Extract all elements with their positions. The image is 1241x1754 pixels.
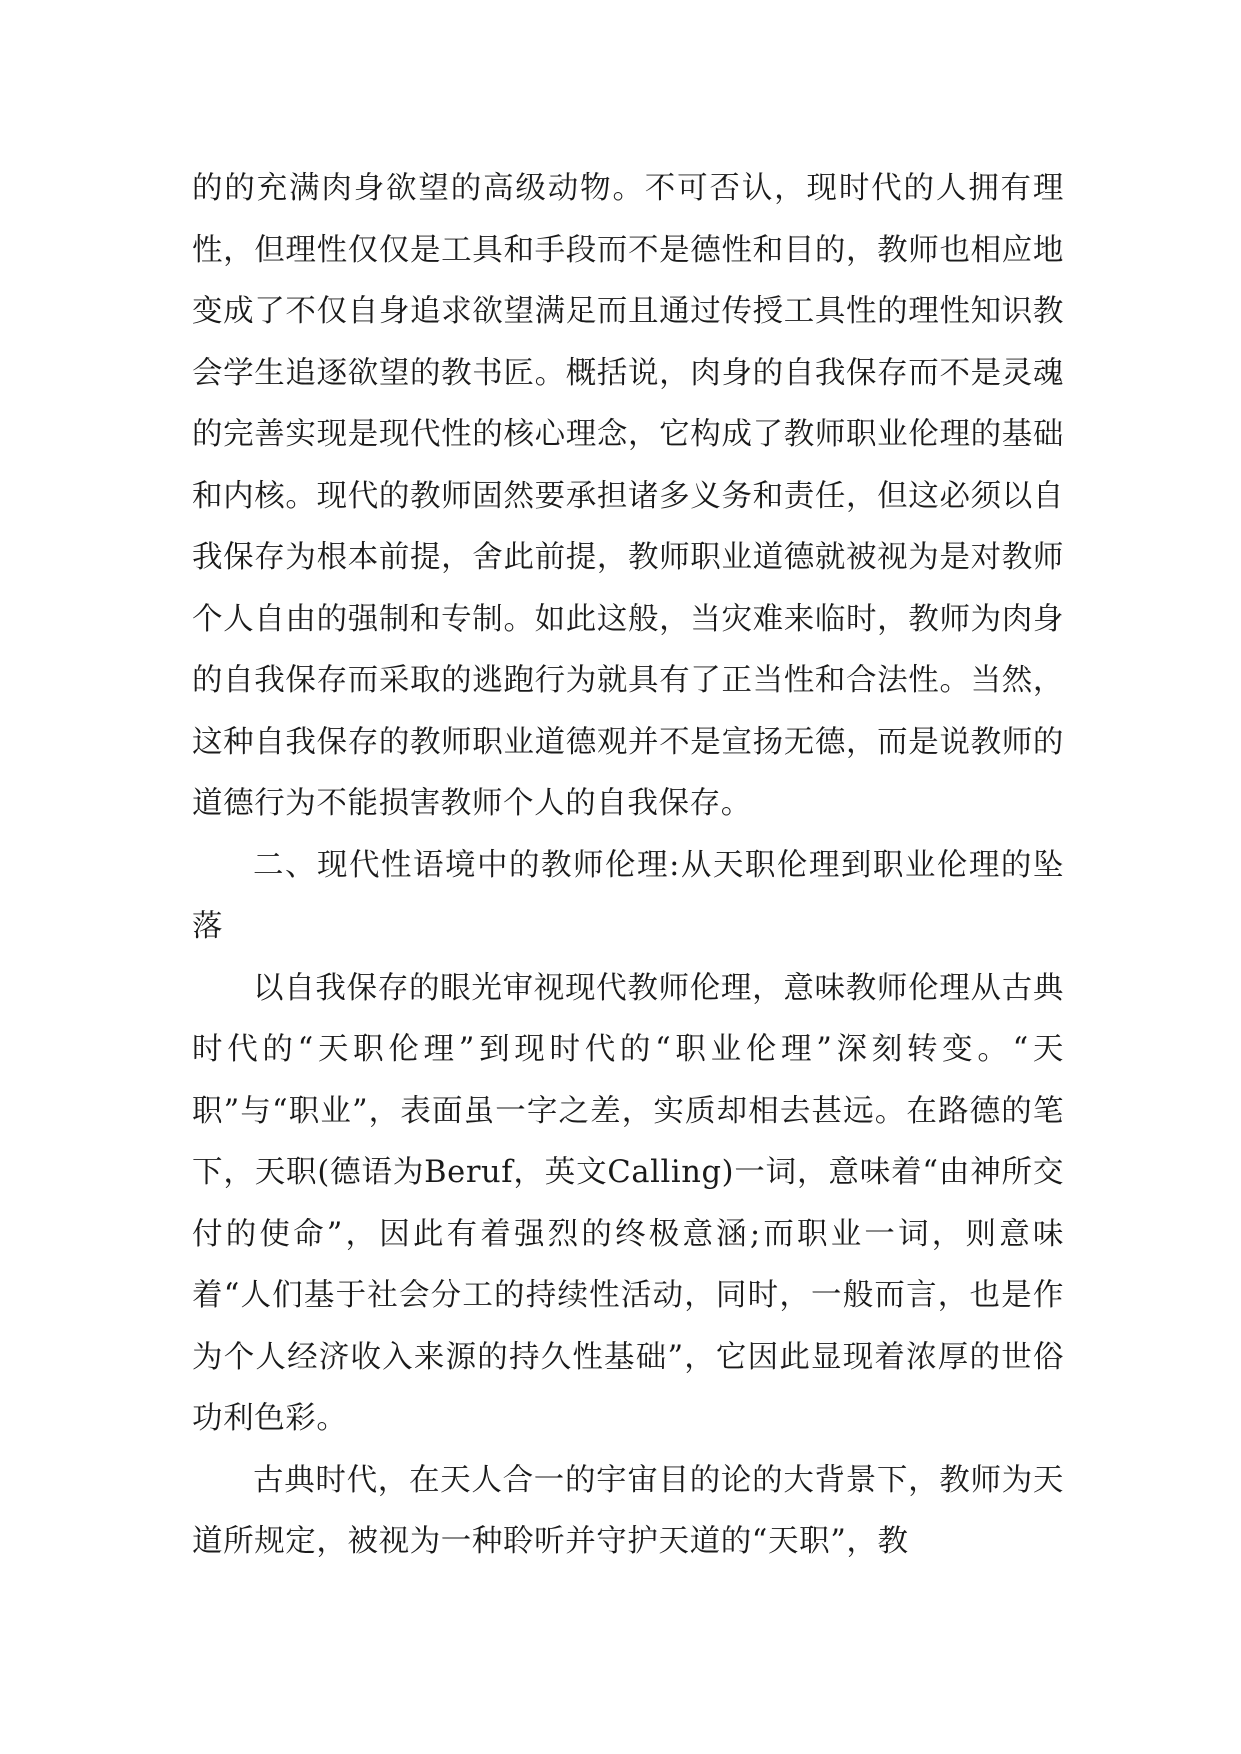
section-heading: 二、现代性语境中的教师伦理:从天职伦理到职业伦理的坠落 bbox=[192, 847, 1064, 944]
paragraph-classical-era: 古典时代，在天人合一的宇宙目的论的大背景下，教师为天道所规定，被视为一种聆听并守护天道的“天职”，教 bbox=[192, 1462, 1064, 1559]
document-body bbox=[192, 158, 1064, 1573]
paragraph-calling-vs-profession: 以自我保存的眼光审视现代教师伦理，意味教师伦理从古典时代的“天职伦理”到现时代的“职业伦理”深刻转变。“天职”与“职业”，表面虽一字之差，实质却相去甚远。在路德的笔下，天职(德语为Beruf，英文Calling)一词，意味着“由神所交付的使命”，因此有着强烈的终极意涵;而职业一词，则意味着“人们基于社会分工的持续性活动，同时，一般而言，也是作为个人经济收入来源的持久性基础”，它因此显现着浓厚的世俗功利色彩。 bbox=[192, 970, 1064, 1436]
paragraph-continued: 的的充满肉身欲望的高级动物。不可否认，现时代的人拥有理性，但理性仅仅是工具和手段而不是德性和目的，教师也相应地变成了不仅自身追求欲望满足而且通过传授工具性的理性知识教会学生追逐欲望的教书匠。概括说，肉身的自我保存而不是灵魂的完善实现是现代性的核心理念，它构成了教师职业伦理的基础和内核。现代的教师固然要承担诸多义务和责任，但这必须以自我保存为根本前提，舍此前提，教师职业道德就被视为是对教师个人自由的强制和专制。如此这般，当灾难来临时，教师为肉身的自我保存而采取的逃跑行为就具有了正当性和合法性。当然，这种自我保存的教师职业道德观并不是宣扬无德，而是说教师的道德行为不能损害教师个人的自我保存。 bbox=[192, 171, 1064, 821]
